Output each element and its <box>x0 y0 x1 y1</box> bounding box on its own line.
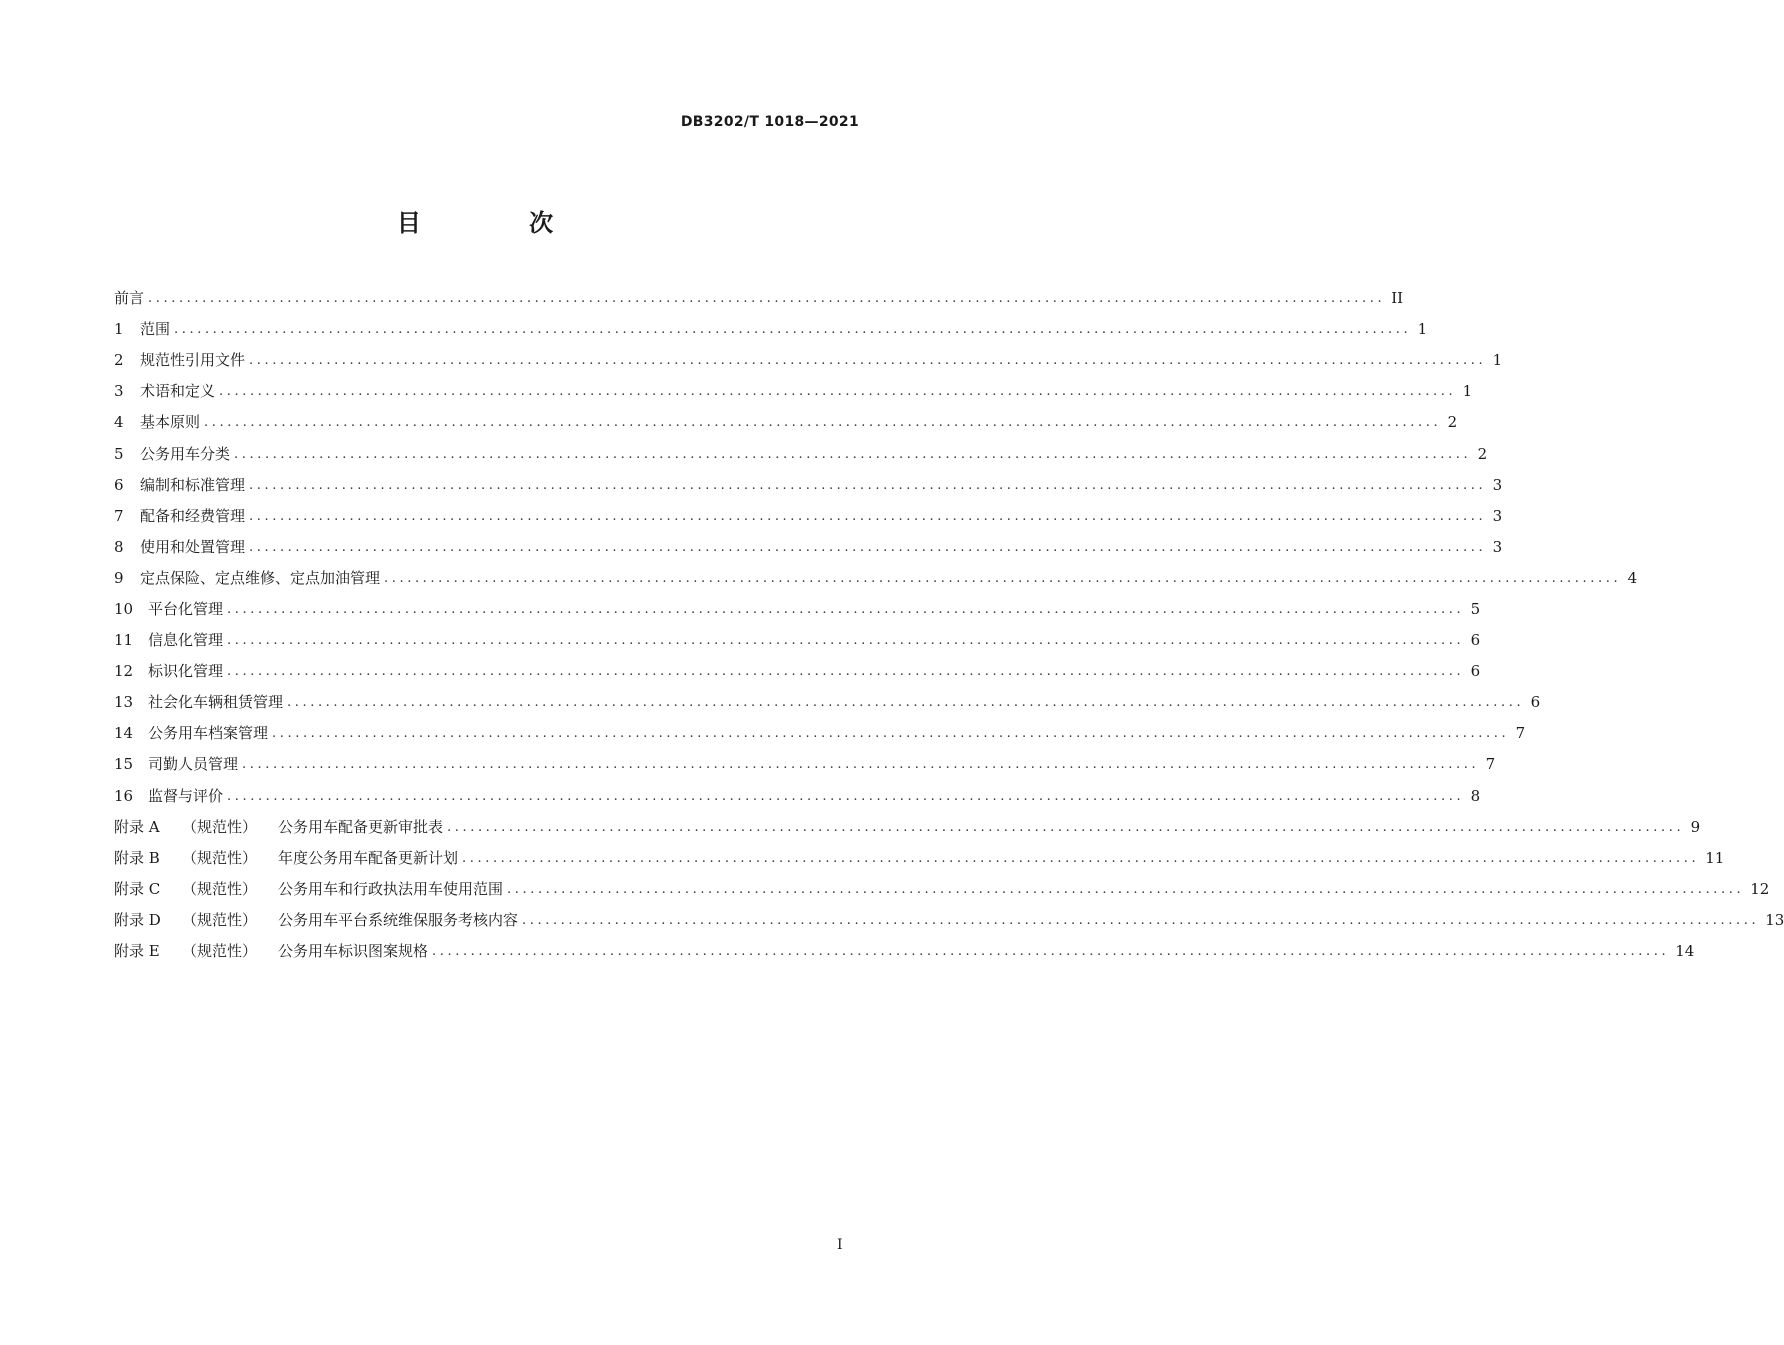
toc-leader-dots: ................................................................................................................................................................ <box>219 384 1457 400</box>
toc-page-number: 6 <box>1470 631 1481 650</box>
toc-entry[interactable] <box>114 781 1481 812</box>
toc-leader-dots: ................................................................................................................................................................ <box>249 477 1487 493</box>
toc-section-number: 15 <box>114 755 134 774</box>
toc-section-number: 4 <box>114 413 124 432</box>
toc-appendix-kind: （规范性） <box>182 848 258 867</box>
toc-section-number: 8 <box>114 537 124 556</box>
toc-leader-dots: ................................................................................................................................................................ <box>384 570 1622 586</box>
toc-section-number: 2 <box>114 351 124 370</box>
toc-entry[interactable] <box>114 283 1404 314</box>
toc-page-number: 8 <box>1470 786 1481 805</box>
toc-page-number: 2 <box>1447 413 1458 432</box>
toc-leader-dots: ................................................................................................................................................................ <box>227 788 1465 804</box>
toc-page-number: 9 <box>1690 817 1701 836</box>
toc-entry[interactable] <box>114 749 1496 780</box>
toc-entry-title: 公务用车配备更新审批表 <box>278 817 444 836</box>
toc-section-number: 14 <box>114 724 134 743</box>
toc-entry[interactable] <box>114 594 1481 625</box>
toc-entry[interactable] <box>114 718 1526 749</box>
toc-entry-title: 前言 <box>114 289 145 308</box>
toc-entry[interactable] <box>114 625 1481 656</box>
toc-entry[interactable] <box>114 687 1541 718</box>
toc-leader-dots: ................................................................................................................................................................ <box>272 726 1510 742</box>
toc-section-number: 9 <box>114 568 124 587</box>
toc-section-number: 7 <box>114 506 124 525</box>
toc-entry[interactable] <box>114 812 1701 843</box>
toc-entry-title: 基本原则 <box>140 413 201 432</box>
toc-page-number: 3 <box>1492 537 1503 556</box>
toc-appendix-kind: （规范性） <box>182 879 258 898</box>
toc-page-number: 3 <box>1492 506 1503 525</box>
toc-page-number: 4 <box>1627 568 1638 587</box>
toc-page-number: 14 <box>1675 942 1695 961</box>
toc-section-number: 1 <box>114 320 124 339</box>
toc-entry-title: 司勤人员管理 <box>148 755 239 774</box>
toc-page-number: 6 <box>1530 693 1541 712</box>
toc-leader-dots: ................................................................................................................................................................ <box>204 415 1442 431</box>
toc-entry[interactable] <box>114 345 1503 376</box>
page-title: 目 次 <box>396 209 604 237</box>
toc-leader-dots: ................................................................................................................................................................ <box>432 944 1670 960</box>
toc-entry[interactable] <box>114 656 1481 687</box>
toc-entry-title: 公务用车分类 <box>140 444 231 463</box>
toc-appendix-label: 附录 E <box>114 942 160 961</box>
standard-number: DB3202/T 1018—2021 <box>680 114 859 130</box>
toc-section-number: 5 <box>114 444 124 463</box>
toc-entry-title: 年度公务用车配备更新计划 <box>278 848 459 867</box>
toc-entry-title: 标识化管理 <box>148 662 224 681</box>
toc-entry-title: 配备和经费管理 <box>140 506 246 525</box>
toc-entry[interactable] <box>114 501 1503 532</box>
toc-entry[interactable] <box>114 874 1770 905</box>
toc-leader-dots: ................................................................................................................................................................ <box>174 322 1412 338</box>
toc-leader-dots: ................................................................................................................................................................ <box>447 819 1685 835</box>
toc-entry[interactable] <box>114 438 1488 469</box>
toc-entry-title: 范围 <box>140 320 171 339</box>
toc-appendix-label: 附录 C <box>114 879 161 898</box>
toc-leader-dots: ................................................................................................................................................................ <box>227 633 1465 649</box>
toc-section-number: 12 <box>114 662 134 681</box>
toc-page-number: 1 <box>1417 320 1428 339</box>
table-of-contents <box>114 283 1784 967</box>
toc-page-number: 1 <box>1492 351 1503 370</box>
toc-appendix-kind: （规范性） <box>182 910 258 929</box>
toc-entry-title: 术语和定义 <box>140 382 216 401</box>
toc-leader-dots: ................................................................................................................................................................ <box>249 353 1487 369</box>
toc-section-number: 13 <box>114 693 134 712</box>
toc-entry[interactable] <box>114 314 1428 345</box>
toc-entry-title: 公务用车标识图案规格 <box>278 942 429 961</box>
toc-page-number: 5 <box>1470 599 1481 618</box>
toc-section-number: 11 <box>114 631 134 650</box>
toc-entry[interactable] <box>114 843 1725 874</box>
toc-appendix-kind: （规范性） <box>182 817 258 836</box>
toc-leader-dots: ................................................................................................................................................................ <box>462 850 1700 866</box>
toc-leader-dots: ................................................................................................................................................................ <box>249 539 1487 555</box>
toc-leader-dots: ................................................................................................................................................................ <box>227 601 1465 617</box>
toc-entry-title: 监督与评价 <box>148 786 224 805</box>
toc-entry-title: 公务用车档案管理 <box>148 724 269 743</box>
toc-page-number: 12 <box>1750 879 1770 898</box>
toc-entry[interactable] <box>114 563 1638 594</box>
toc-page-number: 7 <box>1515 724 1526 743</box>
toc-entry-title: 平台化管理 <box>148 599 224 618</box>
toc-entry[interactable] <box>114 532 1503 563</box>
toc-page-number: II <box>1391 289 1404 308</box>
page-number: I <box>837 1237 843 1253</box>
toc-section-number: 16 <box>114 786 134 805</box>
toc-leader-dots: ................................................................................................................................................................ <box>242 757 1480 773</box>
toc-entry-title: 公务用车和行政执法用车使用范围 <box>278 879 504 898</box>
toc-page-number: 13 <box>1765 910 1784 929</box>
toc-section-number: 10 <box>114 599 134 618</box>
toc-entry[interactable] <box>114 470 1503 501</box>
toc-appendix-label: 附录 A <box>114 817 160 836</box>
toc-entry-title: 编制和标准管理 <box>140 475 246 494</box>
toc-page-number: 6 <box>1470 662 1481 681</box>
toc-leader-dots: ................................................................................................................................................................ <box>234 446 1472 462</box>
toc-entry-title: 公务用车平台系统维保服务考核内容 <box>278 910 519 929</box>
toc-leader-dots: ................................................................................................................................................................ <box>507 881 1745 897</box>
toc-entry[interactable] <box>114 407 1458 438</box>
toc-section-number: 3 <box>114 382 124 401</box>
toc-appendix-label: 附录 D <box>114 910 161 929</box>
toc-leader-dots: ................................................................................................................................................................ <box>287 695 1525 711</box>
toc-page-number: 1 <box>1462 382 1473 401</box>
toc-entry-title: 规范性引用文件 <box>140 351 246 370</box>
toc-page-number: 3 <box>1492 475 1503 494</box>
toc-leader-dots: ................................................................................................................................................................ <box>227 664 1465 680</box>
toc-entry-title: 使用和处置管理 <box>140 537 246 556</box>
toc-entry[interactable] <box>114 936 1695 967</box>
toc-appendix-label: 附录 B <box>114 848 160 867</box>
toc-appendix-kind: （规范性） <box>182 942 258 961</box>
toc-page-number: 11 <box>1705 848 1725 867</box>
toc-page-number: 7 <box>1485 755 1496 774</box>
toc-entry-title: 信息化管理 <box>148 631 224 650</box>
toc-section-number: 6 <box>114 475 124 494</box>
toc-leader-dots: ................................................................................................................................................................ <box>148 291 1386 307</box>
toc-page-number: 2 <box>1477 444 1488 463</box>
toc-entry-title: 社会化车辆租赁管理 <box>148 693 284 712</box>
toc-entry[interactable] <box>114 905 1784 936</box>
toc-leader-dots: ................................................................................................................................................................ <box>522 912 1760 928</box>
toc-leader-dots: ................................................................................................................................................................ <box>249 508 1487 524</box>
toc-entry-title: 定点保险、定点维修、定点加油管理 <box>140 568 381 587</box>
toc-entry[interactable] <box>114 376 1473 407</box>
